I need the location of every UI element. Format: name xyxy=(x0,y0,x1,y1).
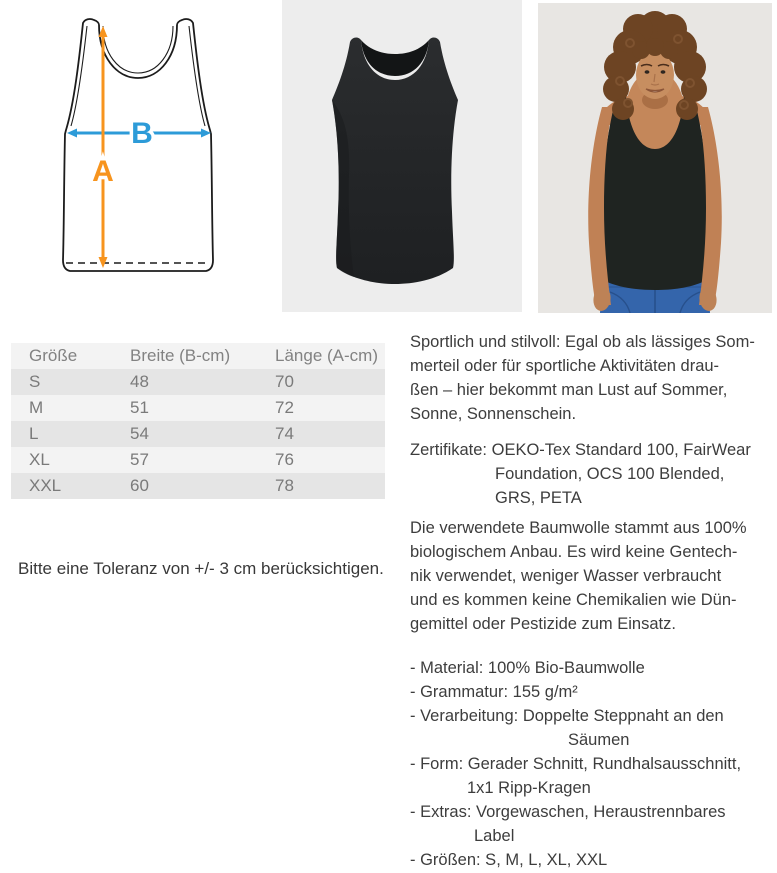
table-row-xxl: XXL 60 78 xyxy=(11,473,385,499)
detail-line-extras: - Extras: Vorgewaschen, Heraustrennbares xyxy=(410,803,726,821)
text-line: Zertifikate: OEKO-Tex Standard 100, FairWear xyxy=(410,441,751,459)
description-certificates xyxy=(410,438,774,510)
description-cotton xyxy=(410,516,774,636)
detail-line-material: - Material: 100% Bio-Baumwolle xyxy=(410,659,645,677)
text-line: biologischem Anbau. Es wird keine Gentech- xyxy=(410,543,738,561)
text-line: merteil oder für sportliche Aktivitäten drau- xyxy=(410,357,720,375)
text-line: nik verwendet, weniger Wasser verbraucht xyxy=(410,567,722,585)
detail-line-form-cont: 1x1 Ripp-Kragen xyxy=(467,779,591,797)
size-table-header-row xyxy=(11,343,385,369)
table-row-xl: XL 57 76 xyxy=(11,447,385,473)
col-header-breite: Breite (B-cm) xyxy=(112,343,257,369)
length-label: A xyxy=(92,155,114,188)
text-line: Sonne, Sonnenschein. xyxy=(410,405,577,423)
text-line: Foundation, OCS 100 Blended, xyxy=(495,465,725,483)
model-figure xyxy=(538,3,772,313)
detail-line-form: - Form: Gerader Schnitt, Rundhalsausschnitt, xyxy=(410,755,742,773)
size-diagram-image xyxy=(58,16,220,278)
table-row-s: S 48 70 xyxy=(11,369,385,395)
tolerance-note: Bitte eine Toleranz von +/- 3 cm berücksichtigen. xyxy=(18,559,384,578)
black-tank-top-silhouette xyxy=(282,0,522,312)
text-line: Sportlich und stilvoll: Egal ob als lässiges Som- xyxy=(410,333,755,351)
tank-top-measurement-drawing xyxy=(58,16,220,278)
table-row-m: M 51 72 xyxy=(11,395,385,421)
col-header-laenge: Länge (A-cm) xyxy=(257,343,385,369)
detail-line-groessen: - Größen: S, M, L, XL, XXL xyxy=(410,851,608,869)
width-label: B xyxy=(131,117,153,150)
text-line: Die verwendete Baumwolle stammt aus 100% xyxy=(410,519,747,537)
table-row-l: L 54 74 xyxy=(11,421,385,447)
description-details-list xyxy=(410,656,774,872)
detail-line-extras-cont: Label xyxy=(474,827,515,845)
col-header-groesse: Größe xyxy=(11,343,112,369)
detail-line-grammatur: - Grammatur: 155 g/m² xyxy=(410,683,578,701)
text-line: ßen – hier bekommt man Lust auf Sommer, xyxy=(410,381,728,399)
size-table xyxy=(11,343,385,499)
product-photo-black-tank-top xyxy=(282,0,522,312)
text-line: und es kommen keine Chemikalien wie Dün- xyxy=(410,591,737,609)
text-line: GRS, PETA xyxy=(495,489,582,507)
detail-line-verarbeitung: - Verarbeitung: Doppelte Steppnaht an den xyxy=(410,707,724,725)
text-line: gemittel oder Pestizide zum Einsatz. xyxy=(410,615,676,633)
description-intro xyxy=(410,330,774,426)
model-photo-wearing-tank-top xyxy=(538,3,772,313)
detail-line-verarbeitung-cont: Säumen xyxy=(568,731,630,749)
